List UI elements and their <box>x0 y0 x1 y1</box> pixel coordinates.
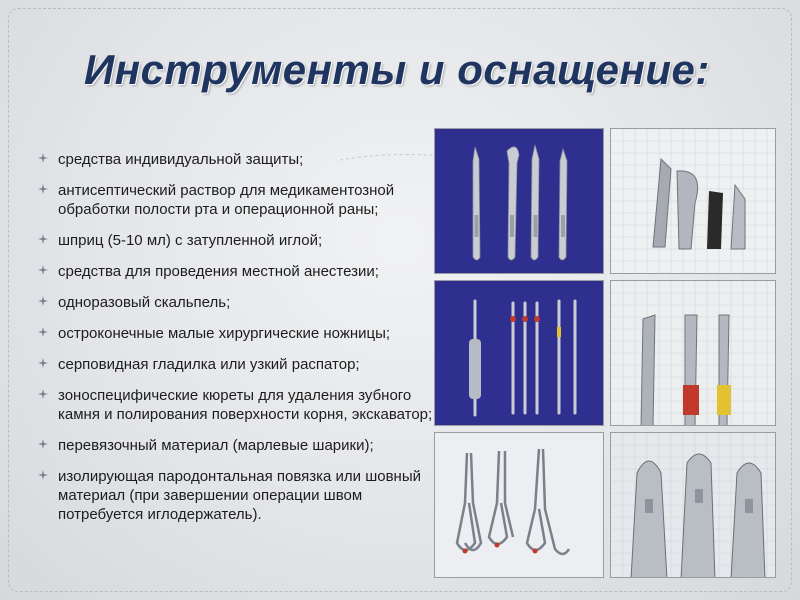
diamond-bullet-icon <box>38 327 48 337</box>
list-item-text: серповидная гладилка или узкий распатор; <box>58 356 360 373</box>
list-item-text: остроконечные малые хирургические ножницы; <box>58 325 391 342</box>
diamond-bullet-icon <box>38 184 48 194</box>
list-item <box>36 262 436 281</box>
scalpel-blades-photo <box>610 128 776 274</box>
list-item <box>36 355 436 374</box>
list-item-text: перевязочный материал (марлевые шарики); <box>58 437 374 454</box>
diamond-bullet-icon <box>38 153 48 163</box>
needle-holders-photo <box>434 432 604 578</box>
list-item <box>36 436 436 455</box>
instrument-photo-grid <box>434 128 776 578</box>
list-item <box>36 293 436 312</box>
list-item <box>36 181 436 219</box>
diamond-bullet-icon <box>38 439 48 449</box>
list-item-text: антисептический раствор для медикаментозной обработки полости рта и операционной раны; <box>58 182 395 218</box>
diamond-bullet-icon <box>38 234 48 244</box>
scalpels-photo <box>434 128 604 274</box>
diamond-bullet-icon <box>38 470 48 480</box>
instrument-list <box>36 150 436 536</box>
periosteal-elevators-photo <box>434 280 604 426</box>
diamond-bullet-icon <box>38 358 48 368</box>
diamond-bullet-icon <box>38 389 48 399</box>
diamond-bullet-icon <box>38 265 48 275</box>
curettes-photo <box>610 280 776 426</box>
list-item-text: средства для проведения местной анестезии; <box>58 263 379 280</box>
list-item <box>36 467 436 524</box>
list-item-text: зоноспецифические кюреты для удаления зубного камня и полирования поверхности корня, экскаватор; <box>58 387 433 423</box>
list-item-text: средства индивидуальной защиты; <box>58 151 304 168</box>
diamond-bullet-icon <box>38 296 48 306</box>
list-item <box>36 231 436 250</box>
list-item <box>36 324 436 343</box>
list-item <box>36 150 436 169</box>
list-item-text: шприц (5-10 мл) с затупленной иглой; <box>58 232 323 249</box>
page-title: Инструменты и оснащение: <box>84 46 710 93</box>
list-item <box>36 386 436 424</box>
forceps-photo <box>610 432 776 578</box>
list-item-text: одноразовый скальпель; <box>58 294 231 311</box>
list-item-text: изолирующая пародонтальная повязка или шовный материал (при завершении операции швом потребуется иглодержатель). <box>58 468 421 523</box>
